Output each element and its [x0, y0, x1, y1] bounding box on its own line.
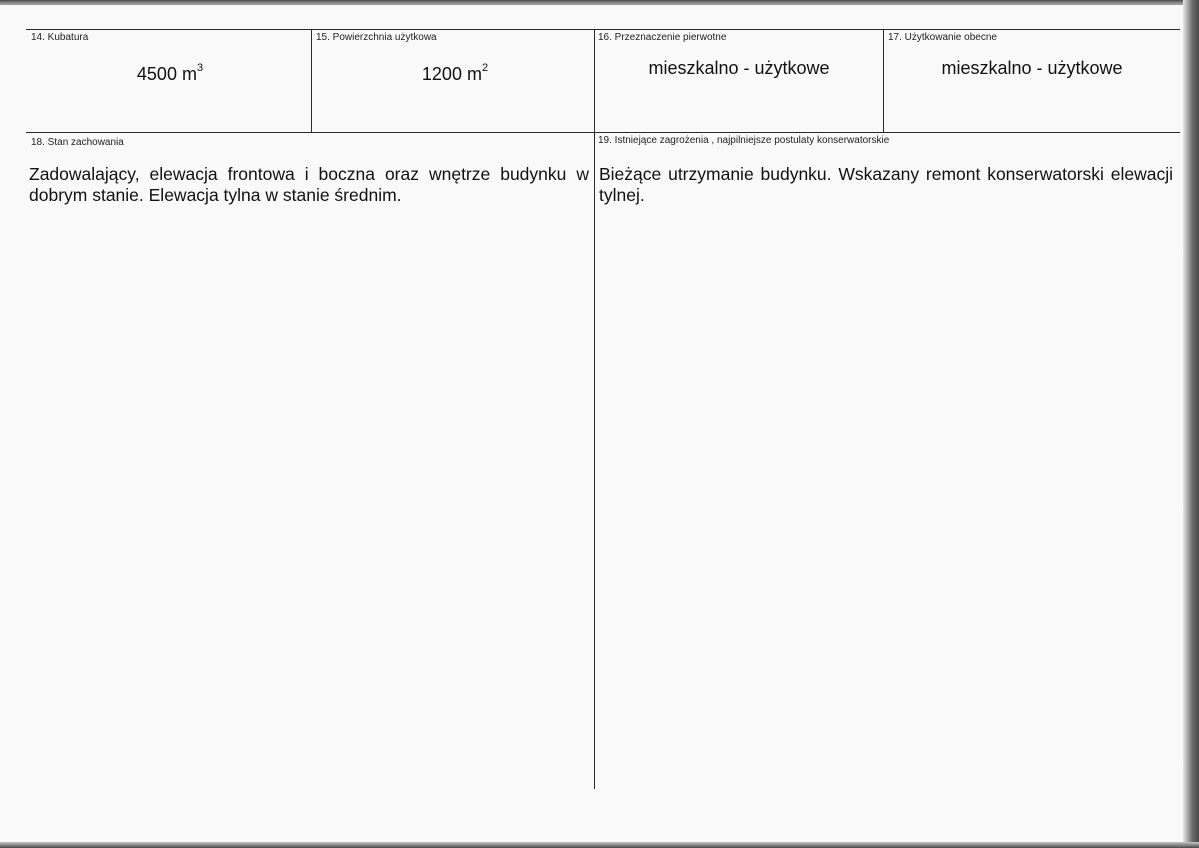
field-14-value-text: 4500 m: [136, 64, 197, 84]
field-15-unit-exponent: 2: [481, 62, 489, 74]
field-15-label: 15. Powierzchnia użytkowa: [316, 32, 437, 43]
field-15-value-text: 1200 m: [421, 64, 482, 84]
field-17-label: 17. Użytkowanie obecne: [888, 32, 997, 43]
scan-edge-bottom: [0, 842, 1199, 848]
field-19-text: Bieżące utrzymanie budynku. Wskazany remont konserwatorski elewacji tylnej.: [599, 164, 1173, 205]
middle-border-line: [26, 132, 1180, 133]
top-border-line: [26, 29, 1180, 30]
field-18-text: Zadowalający, elewacja frontowa i boczna oraz wnętrze budynku w dobrym stanie. Elewacja tylna w stanie średnim.: [29, 164, 589, 205]
field-18-label: 18. Stan zachowania: [31, 137, 124, 148]
field-14-unit-exponent: 3: [196, 62, 204, 74]
record-card-sheet: [0, 5, 1183, 842]
field-14-label: 14. Kubatura: [31, 32, 89, 43]
field-17-value: mieszkalno - użytkowe: [941, 58, 1123, 78]
field-16-value: mieszkalno - użytkowe: [648, 58, 830, 78]
field-15-value: [345, 59, 565, 85]
field-14-value: [60, 59, 280, 85]
field-19-label: 19. Istniejące zagrożenia , najpilniejsze postulaty konserwatorskie: [598, 135, 890, 146]
scan-edge-right: [1183, 0, 1199, 848]
divider-15-16-and-18-19: [594, 29, 595, 789]
divider-14-15: [311, 29, 312, 132]
divider-16-17: [883, 29, 884, 132]
field-16-label: 16. Przeznaczenie pierwotne: [598, 32, 727, 43]
